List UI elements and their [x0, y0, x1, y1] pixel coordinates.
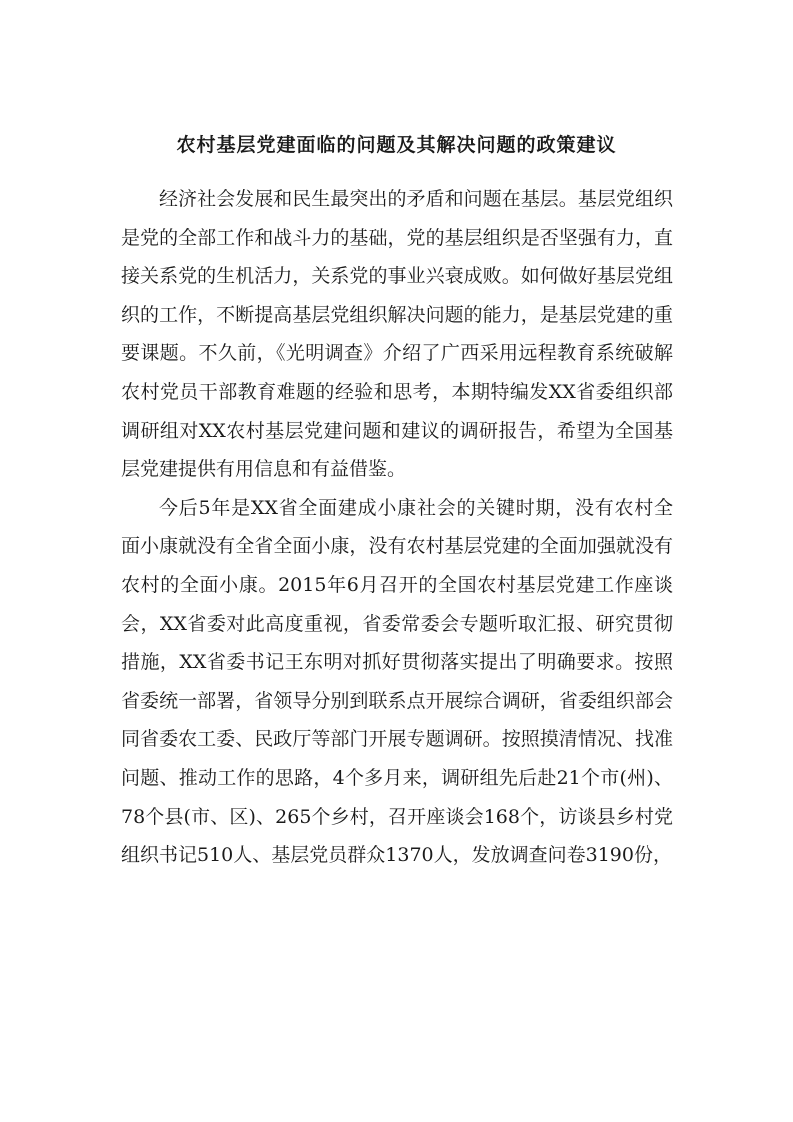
body-paragraph-1: 经济社会发展和民生最突出的矛盾和问题在基层。基层党组织是党的全部工作和战斗力的基础，党的基层组织是否坚强有力，直接关系党的生机活力，关系党的事业兴衰成败。如何做好基层党组织的工作，不断提高基层党组织解决问题的能力，是基层党建的重要课题。不久前，《光明调查》介绍了广西采用远程教育系统破解农村党员干部教育难题的经验和思考，本期特编发XX省委组织部调研组对XX农村基层党建问题和建议的调研报告，希望为全国基层党建提供有用信息和有益借鉴。 [121, 188, 673, 481]
body-paragraph-2: 今后5年是XX省全面建成小康社会的关键时期，没有农村全面小康就没有全省全面小康，没有农村基层党建的全面加强就没有农村的全面小康。2015年6月召开的全国农村基层党建工作座谈会，XX省委对此高度重视，省委常委会专题听取汇报、研究贯彻措施，XX省委书记王东明对抓好贯彻落实提出了明确要求。按照省委统一部署，省领导分别到联系点开展综合调研，省委组织部会同省委农工委、民政厅等部门开展专题调研。按照摸清情况、找准问题、推动工作的思路，4个多月来，调研组先后赴21个市(州)、78个县(市、区)、265个乡村，召开座谈会168个，访谈县乡村党组织书记510人、基层党员群众1370人，发放调查问卷3190份， [121, 496, 673, 867]
document-body [121, 180, 673, 875]
document-title: 农村基层党建面临的问题及其解决问题的政策建议 [176, 134, 617, 156]
